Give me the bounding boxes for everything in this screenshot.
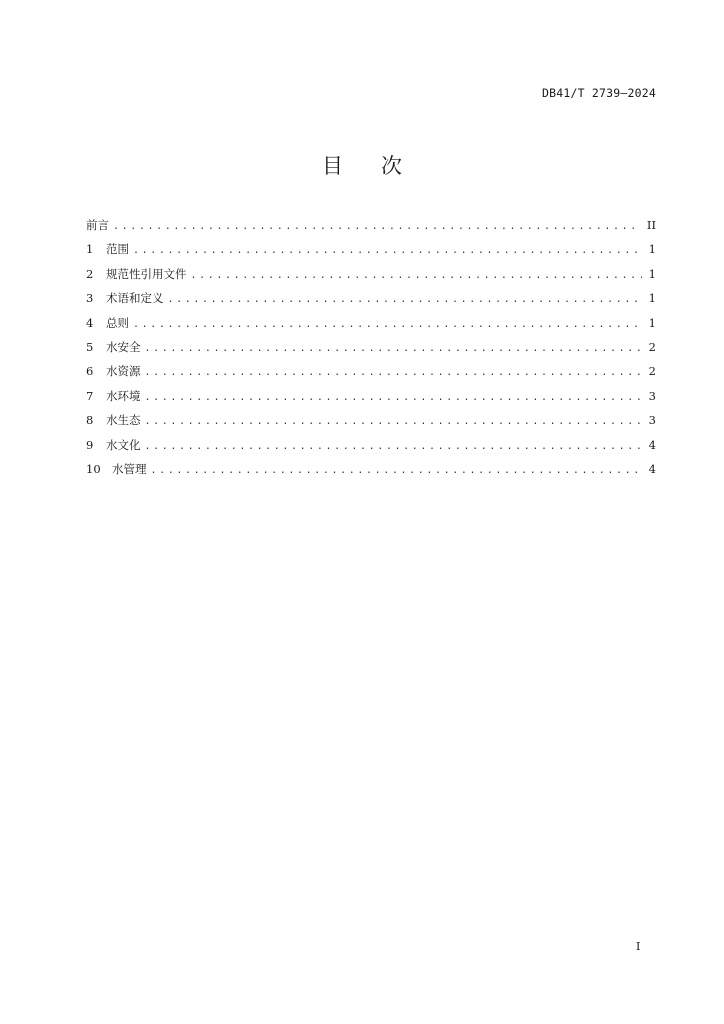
toc-entry-number: 8 bbox=[86, 413, 94, 428]
toc-dot-leader bbox=[113, 221, 641, 232]
toc-entry-4[interactable] bbox=[86, 315, 656, 339]
toc-entry-5[interactable] bbox=[86, 339, 656, 363]
toc-dot-leader bbox=[145, 343, 643, 354]
toc-entry-page: 4 bbox=[648, 461, 656, 476]
toc-entry-label: 规范性引用文件 bbox=[106, 266, 187, 281]
toc-entry-label: 水生态 bbox=[106, 413, 141, 428]
toc-entry-label: 总则 bbox=[106, 315, 129, 330]
toc-entry-8[interactable] bbox=[86, 412, 656, 436]
toc-entry-foreword[interactable] bbox=[86, 217, 656, 241]
toc-dot-leader bbox=[133, 245, 642, 256]
toc-dot-leader bbox=[133, 319, 642, 330]
toc-dot-leader bbox=[151, 465, 643, 476]
toc-entry-1[interactable] bbox=[86, 241, 656, 265]
toc-entry-label: 术语和定义 bbox=[106, 291, 164, 306]
toc-entry-page: 3 bbox=[648, 388, 656, 403]
toc-entry-label: 水管理 bbox=[112, 461, 147, 476]
toc-dot-leader bbox=[145, 392, 643, 403]
toc-entry-label: 前言 bbox=[86, 218, 109, 232]
toc-entry-page: 2 bbox=[648, 364, 656, 379]
toc-dot-leader bbox=[191, 270, 643, 281]
toc-entry-page: 1 bbox=[648, 315, 656, 330]
toc-entry-page: 1 bbox=[648, 291, 656, 306]
toc-entry-page: 4 bbox=[648, 437, 656, 452]
title-char-2: 次 bbox=[381, 154, 402, 178]
toc-entry-number: 9 bbox=[86, 437, 94, 452]
toc-entry-7[interactable] bbox=[86, 388, 656, 412]
toc-entry-10[interactable] bbox=[86, 461, 656, 485]
title-char-1: 目 bbox=[322, 154, 343, 178]
toc-entry-3[interactable] bbox=[86, 290, 656, 314]
toc-entry-number: 3 bbox=[86, 291, 94, 306]
toc-dot-leader bbox=[145, 441, 643, 452]
toc-entry-9[interactable] bbox=[86, 437, 656, 461]
toc-entry-number: 6 bbox=[86, 364, 94, 379]
toc-entry-page: 1 bbox=[648, 266, 656, 281]
toc-entry-number: 10 bbox=[86, 461, 101, 476]
toc-entry-page: 1 bbox=[648, 242, 656, 257]
toc-entry-label: 水资源 bbox=[106, 364, 141, 379]
toc-entry-number: 1 bbox=[86, 242, 94, 257]
toc-entry-number: 2 bbox=[86, 266, 94, 281]
toc-dot-leader bbox=[145, 416, 643, 427]
table-of-contents bbox=[86, 217, 656, 485]
toc-entry-page: 3 bbox=[648, 413, 656, 428]
toc-entry-label: 水文化 bbox=[106, 437, 141, 452]
toc-entry-page: 2 bbox=[648, 339, 656, 354]
toc-entry-number: 4 bbox=[86, 315, 94, 330]
toc-entry-label: 水安全 bbox=[106, 339, 141, 354]
page-title bbox=[0, 150, 724, 180]
page-number: I bbox=[636, 940, 641, 953]
toc-dot-leader bbox=[168, 294, 643, 305]
toc-entry-2[interactable] bbox=[86, 266, 656, 290]
toc-entry-page: II bbox=[646, 218, 656, 232]
document-code: DB41/T 2739—2024 bbox=[542, 86, 656, 100]
toc-entry-number: 5 bbox=[86, 339, 94, 354]
toc-dot-leader bbox=[145, 367, 643, 378]
toc-entry-label: 水环境 bbox=[106, 388, 141, 403]
toc-entry-number: 7 bbox=[86, 388, 94, 403]
toc-entry-label: 范围 bbox=[106, 242, 129, 257]
toc-entry-6[interactable] bbox=[86, 363, 656, 387]
